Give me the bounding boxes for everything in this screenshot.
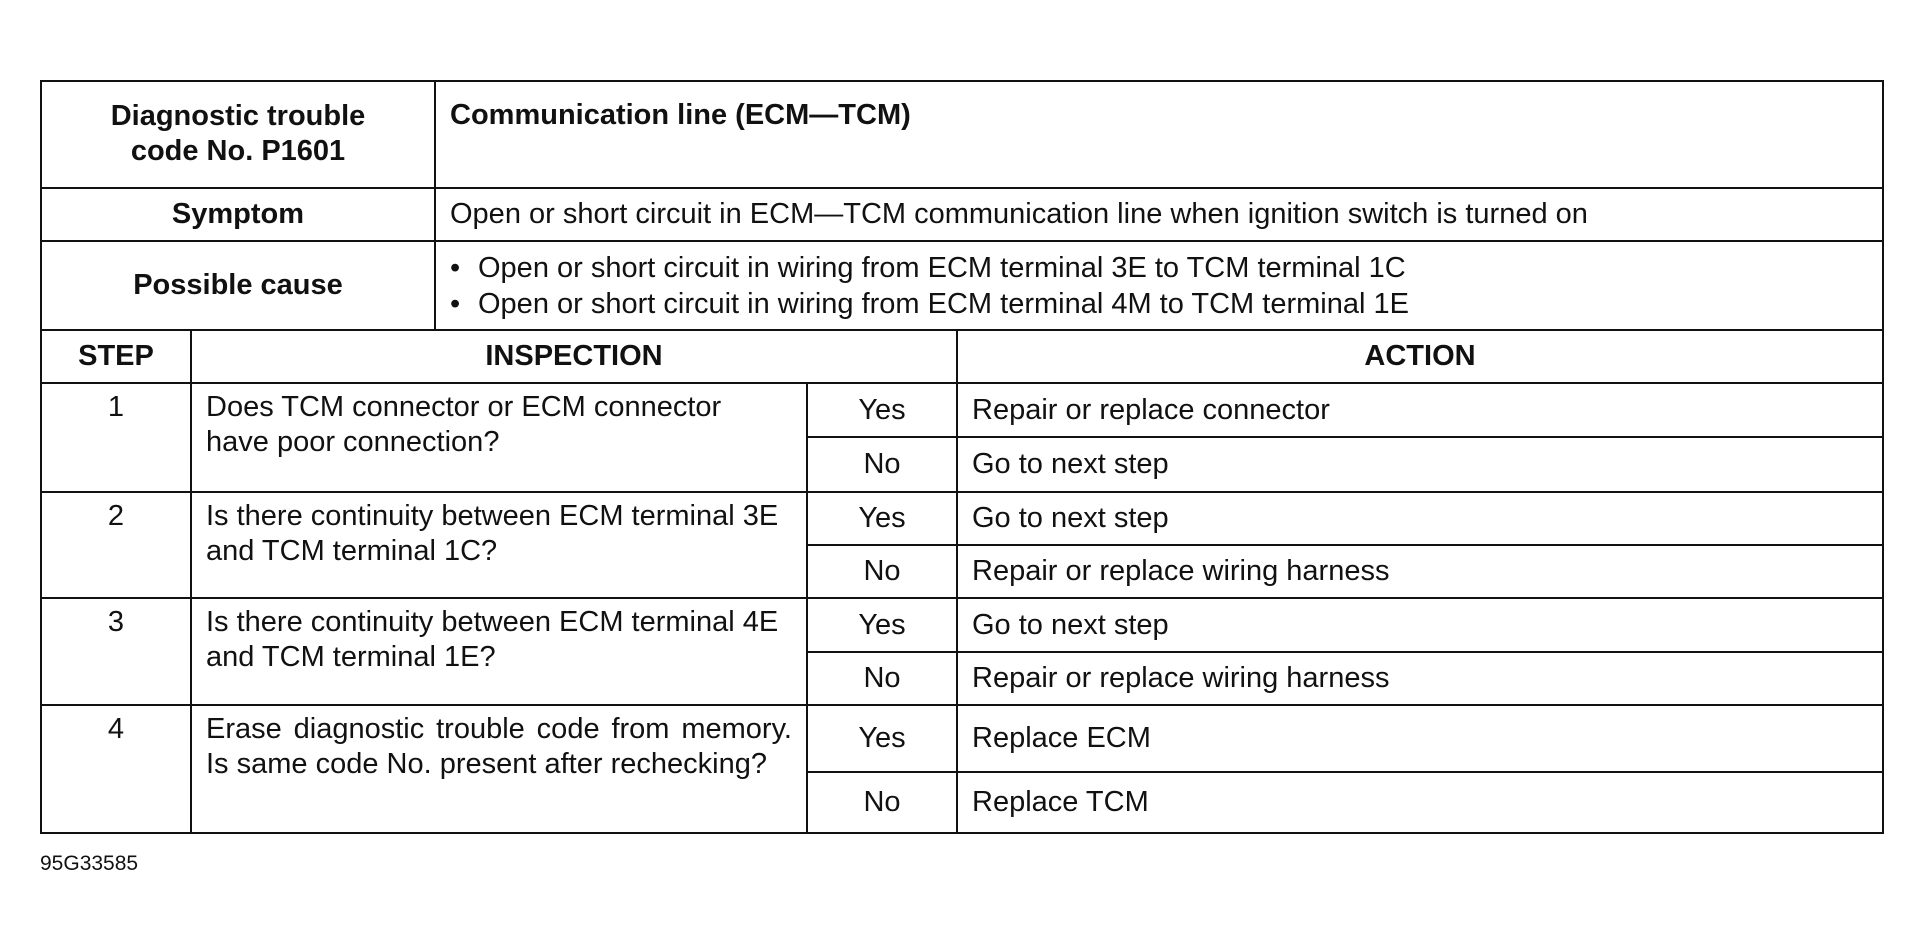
answer-no: No xyxy=(807,545,957,598)
col-header-step: STEP xyxy=(41,330,191,383)
step-row-yes xyxy=(41,492,1883,545)
step-number: 4 xyxy=(41,705,191,833)
diagnostic-table xyxy=(40,80,1884,834)
answer-yes: Yes xyxy=(807,705,957,771)
answer-yes: Yes xyxy=(807,383,957,437)
action-no: Repair or replace wiring harness xyxy=(957,545,1883,598)
cause-text: Open or short circuit in wiring from ECM terminal 3E to TCM terminal 1C xyxy=(478,252,1406,285)
answer-no: No xyxy=(807,652,957,705)
col-header-inspection: INSPECTION xyxy=(191,330,957,383)
action-no: Replace TCM xyxy=(957,772,1883,834)
step-row-yes xyxy=(41,705,1883,771)
action-yes: Go to next step xyxy=(957,598,1883,651)
action-no: Go to next step xyxy=(957,437,1883,491)
cause-item xyxy=(450,250,1868,286)
possible-cause-label: Possible cause xyxy=(41,241,435,330)
figure-id: 95G33585 xyxy=(40,852,139,875)
answer-yes: Yes xyxy=(807,598,957,651)
answer-yes: Yes xyxy=(807,492,957,545)
cause-item xyxy=(450,286,1868,322)
dtc-title: Communication line (ECM—TCM) xyxy=(435,81,1883,188)
column-header-row xyxy=(41,330,1883,383)
step-number: 2 xyxy=(41,492,191,599)
symptom-label: Symptom xyxy=(41,188,435,241)
action-yes: Repair or replace connector xyxy=(957,383,1883,437)
symptom-text: Open or short circuit in ECM—TCM communication line when ignition switch is turned on xyxy=(435,188,1883,241)
bullet-icon: • xyxy=(450,288,461,321)
dtc-row xyxy=(41,81,1883,188)
action-no: Repair or replace wiring harness xyxy=(957,652,1883,705)
action-yes: Go to next step xyxy=(957,492,1883,545)
step-row-yes xyxy=(41,598,1883,651)
symptom-row xyxy=(41,188,1883,241)
inspection-question: Erase diagnostic trouble code from memory. Is same code No. present after rechecking? xyxy=(191,705,807,833)
bullet-icon: • xyxy=(450,252,461,285)
step-row-yes xyxy=(41,383,1883,437)
inspection-question: Does TCM connector or ECM connector have poor connection? xyxy=(191,383,807,492)
answer-no: No xyxy=(807,437,957,491)
step-number: 1 xyxy=(41,383,191,492)
dtc-label: Diagnostic trouble code No. P1601 xyxy=(41,81,435,188)
action-yes: Replace ECM xyxy=(957,705,1883,771)
col-header-action: ACTION xyxy=(957,330,1883,383)
possible-cause-row xyxy=(41,241,1883,330)
inspection-question: Is there continuity between ECM terminal 3E and TCM terminal 1C? xyxy=(191,492,807,599)
step-number: 3 xyxy=(41,598,191,705)
possible-cause-list xyxy=(435,241,1883,330)
cause-text: Open or short circuit in wiring from ECM terminal 4M to TCM terminal 1E xyxy=(478,288,1409,321)
answer-no: No xyxy=(807,772,957,834)
inspection-question: Is there continuity between ECM terminal 4E and TCM terminal 1E? xyxy=(191,598,807,705)
